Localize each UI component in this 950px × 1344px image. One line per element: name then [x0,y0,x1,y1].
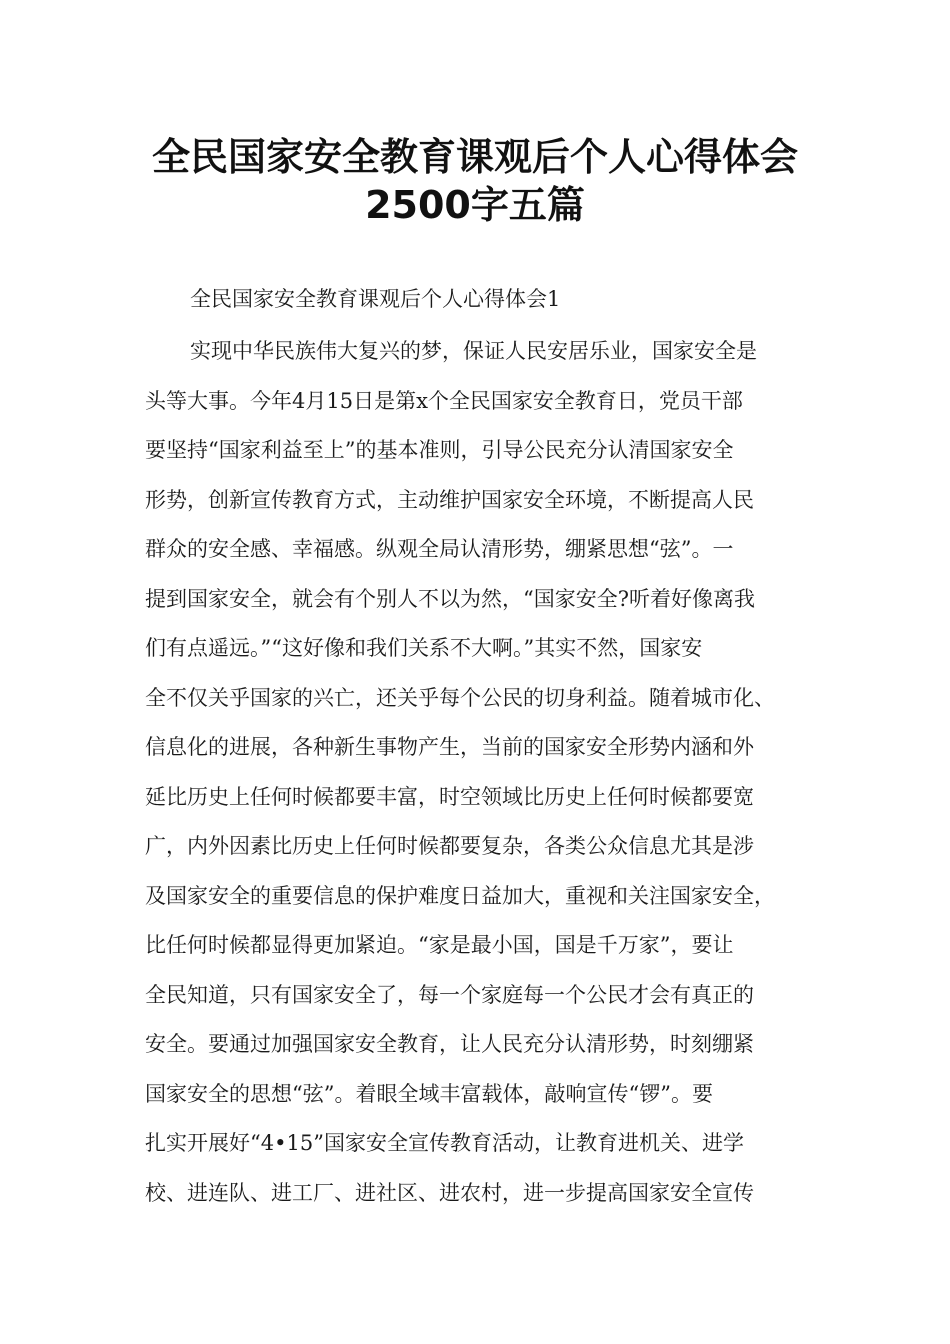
body-line: 实现中华民族伟大复兴的梦，保证人民安居乐业，国家安全是 [190,339,757,363]
body-line: 校、进连队、进工厂、进社区、进农村，进一步提高国家安全宣传 [145,1180,754,1205]
document-title-line-2: 2500字五篇 [365,183,585,227]
section-heading: 全民国家安全教育课观后个人心得体会1 [190,287,561,311]
body-line: 广，内外因素比历史上任何时候都要复杂，各类公众信息尤其是涉 [145,834,754,858]
body-line: 要坚持“国家利益至上”的基本准则，引导公民充分认清国家安全 [145,438,734,462]
body-line: 提到国家安全，就会有个别人不以为然，“国家安全?听着好像离我 [145,586,755,611]
body-line: 安全。要通过加强国家安全教育，让人民充分认清形势，时刻绷紧 [145,1032,754,1056]
document-title-line-1: 全民国家安全教育课观后个人心得体会 [151,135,798,179]
body-line: 及国家安全的重要信息的保护难度日益加大，重视和关注国家安全， [145,883,775,908]
body-line: 全民知道，只有国家安全了，每一个家庭每一个公民才会有真正的 [145,982,754,1007]
body-line: 扎实开展好“4•15”国家安全宣传教育活动，让教育进机关、进学 [145,1131,744,1155]
body-line: 国家安全的思想“弦”。着眼全域丰富载体，敲响宣传“锣”。要 [145,1081,713,1106]
body-line: 们有点遥远。”“这好像和我们关系不大啊。”其实不然，国家安 [145,636,703,660]
body-line: 形势，创新宣传教育方式，主动维护国家安全环境，不断提高人民 [145,487,754,512]
body-paragraph [145,335,835,1226]
body-line: 延比历史上任何时候都要丰富，时空领域比历史上任何时候都要宽 [145,784,754,809]
body-line: 群众的安全感、幸福感。纵观全局认清形势，绷紧思想“弦”。一 [145,537,734,561]
body-line: 头等大事。今年4月15日是第x个全民国家安全教育日，党员干部 [145,388,743,413]
body-line: 信息化的进展，各种新生事物产生，当前的国家安全形势内涵和外 [145,735,754,759]
body-line: 全不仅关乎国家的兴亡，还关乎每个公民的切身利益。随着城市化、 [145,685,775,710]
body-line: 比任何时候都显得更加紧迫。“家是最小国，国是千万家”，要让 [145,933,734,957]
